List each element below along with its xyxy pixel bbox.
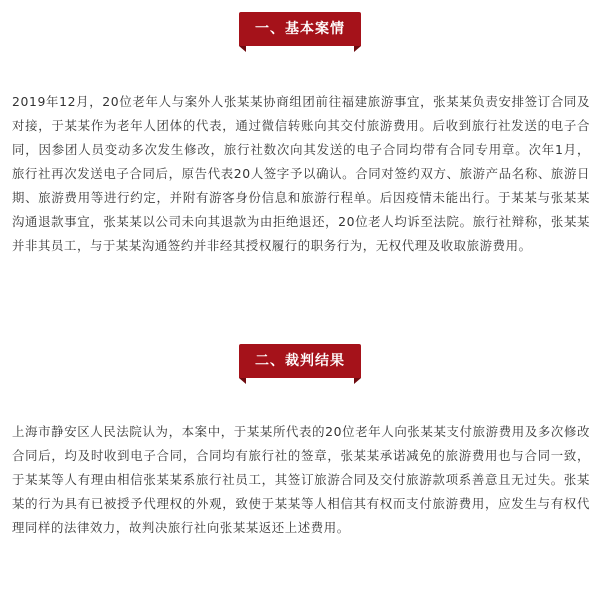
banner-fold-left <box>239 46 246 52</box>
banner-fold-right <box>354 46 361 52</box>
judgment-result-paragraph: 上海市静安区人民法院认为，本案中，于某某所代表的20位老年人向张某某支付旅游费用及多次修改合同后，均及时收到电子合同，合同均有旅行社的签章，张某某承诺减免的旅游费用也与合同一致，于某某等人有理由相信张某某系旅行社员工，其签订旅游合同及交付旅游款项系善意且无过失。张某某的行为具有已被授予代理权的外观，致使于某某等人相信其有权而支付旅游费用，应发生与有权代理同样的法律效力，故判决旅行社向张某某返还上述费用。 <box>12 424 590 535</box>
section-title-banner: 一、基本案情 <box>239 12 361 46</box>
section-header-basic-facts <box>0 12 600 52</box>
banner-fold-right <box>354 378 361 384</box>
section-header-judgment-result <box>0 344 600 384</box>
banner-fold-left <box>239 378 246 384</box>
basic-facts-paragraph: 2019年12月，20位老年人与案外人张某某协商组团前往福建旅游事宜，张某某负责安排签订合同及对接，于某某作为老年人团体的代表，通过微信转账向其交付旅游费用。后收到旅行社发送的电子合同，因参团人员变动多次发生修改，旅行社数次向其发送的电子合同均带有合同专用章。次年1月，旅行社再次发送电子合同后，原告代表20人签字予以确认。合同对签约双方、旅游产品名称、旅游日期、旅游费用等进行约定，并附有游客身份信息和旅游行程单。后因疫情未能出行。于某某与张某某沟通退款事宜，张某某以公司未向其退款为由拒绝退还，20位老人均诉至法院。旅行社辩称，张某某并非其员工，与于某某沟通签约并非经其授权履行的职务行为，无权代理及收取旅游费用。 <box>12 94 590 253</box>
section-title-banner: 二、裁判结果 <box>239 344 361 378</box>
